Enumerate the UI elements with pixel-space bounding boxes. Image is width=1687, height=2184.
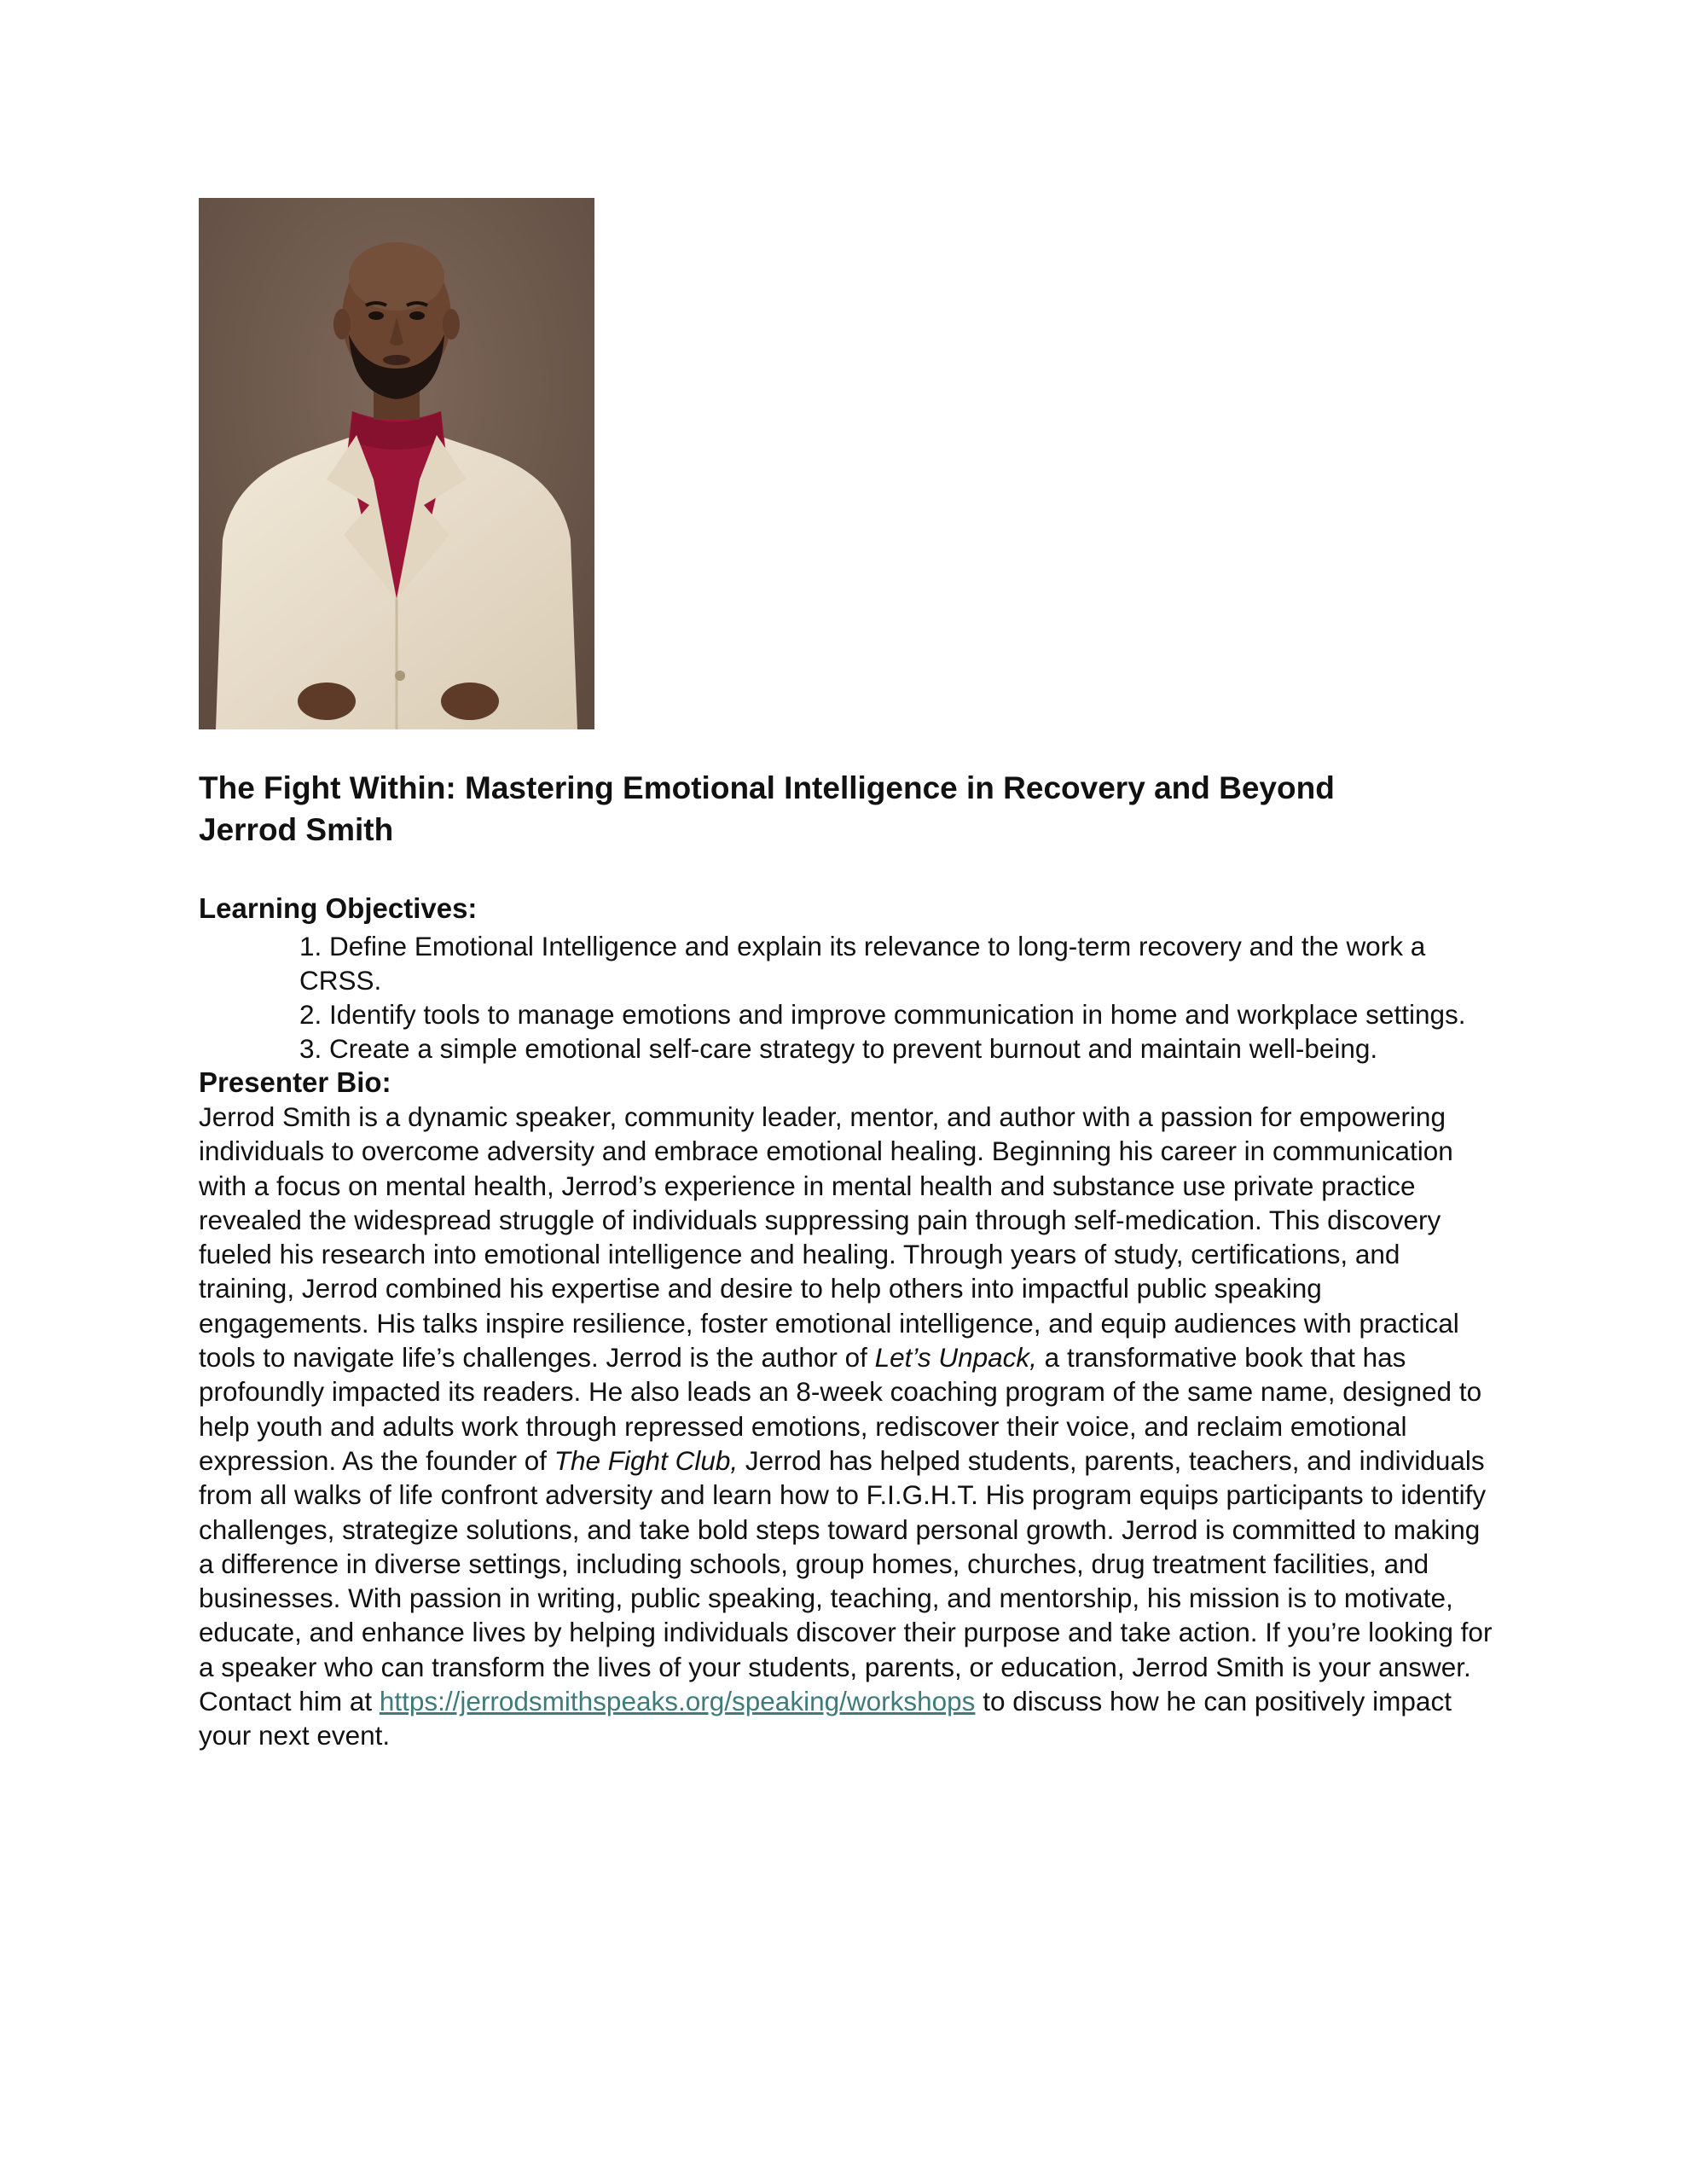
contact-prefix: Contact him at [199, 1686, 380, 1717]
presenter-bio-heading: Presenter Bio: [199, 1066, 391, 1098]
learning-objectives-heading: Learning Objectives: [199, 892, 478, 924]
bio-text-part: Jerrod has helped students, parents, teachers, and individuals from all walks of life confront adversity and learn how to F.I.G.H.T. His program equips participants to identify challenges, strategize solutions, and take bold steps toward personal growth. Jerrod is committed to making a difference in diverse settings, including schools, group homes, churches, drug treatment facilities, and businesses. With passion in writing, public speaking, teaching, and mentorship, his mission is to motivate, educate, and enhance lives by helping individuals discover their purpose and take action. If you’re looking for a speaker who can transform the lives of your students, parents, or education, Jerrod Smith is your answer. [199, 1444, 1493, 1682]
book-title: Let’s Unpack, [874, 1342, 1037, 1374]
document-page [199, 198, 1495, 1753]
contact-suffix: to discuss how he can positively impact your next event. [199, 1686, 1452, 1751]
contact-line [199, 1684, 1495, 1753]
presenter-name: Jerrod Smith [199, 812, 394, 847]
workshops-link[interactable]: https://jerrodsmithspeaks.org/speaking/workshops [379, 1686, 976, 1717]
list-item: 3. Create a simple emotional self-care strategy to prevent burnout and maintain well-being. [299, 1033, 1378, 1064]
list-item: 2. Identify tools to manage emotions and improve communication in home and workplace settings. [299, 999, 1466, 1030]
list-item: 1. Define Emotional Intelligence and explain its relevance to long-term recovery and the work a CRSS. [299, 931, 1426, 996]
presenter-bio-text [199, 1100, 1495, 1684]
club-name: The Fight Club, [554, 1444, 739, 1476]
session-header [199, 767, 1495, 851]
bio-text-part: Jerrod Smith is a dynamic speaker, community leader, mentor, and author with a passion for empowering individuals to overcome adversity and embrace emotional healing. Beginning his career in communication with a focus on mental health, Jerrod’s experience in mental health and substance use private practice revealed the widespread struggle of individuals suppressing pain through self-medication. This discovery fueled his research into emotional intelligence and healing. Through years of study, certifications, and training, Jerrod combined his expertise and desire to help others into impactful public speaking engagements. His talks inspire resilience, foster emotional intelligence, and equip audiences with practical tools to navigate life’s challenges. Jerrod is the author of [199, 1101, 1459, 1374]
session-title: The Fight Within: Mastering Emotional Intelligence in Recovery and Beyond [199, 770, 1335, 805]
presenter-portrait-icon [199, 198, 594, 729]
learning-objectives-list [199, 929, 1495, 1066]
bio-text-part: a transformative book that has profoundly impacted its readers. He also leads an 8-week coaching program of the same name, designed to help youth and adults work through repressed emotions, rediscover their voice, and reclaim emotional expression. As the founder of [199, 1342, 1482, 1476]
